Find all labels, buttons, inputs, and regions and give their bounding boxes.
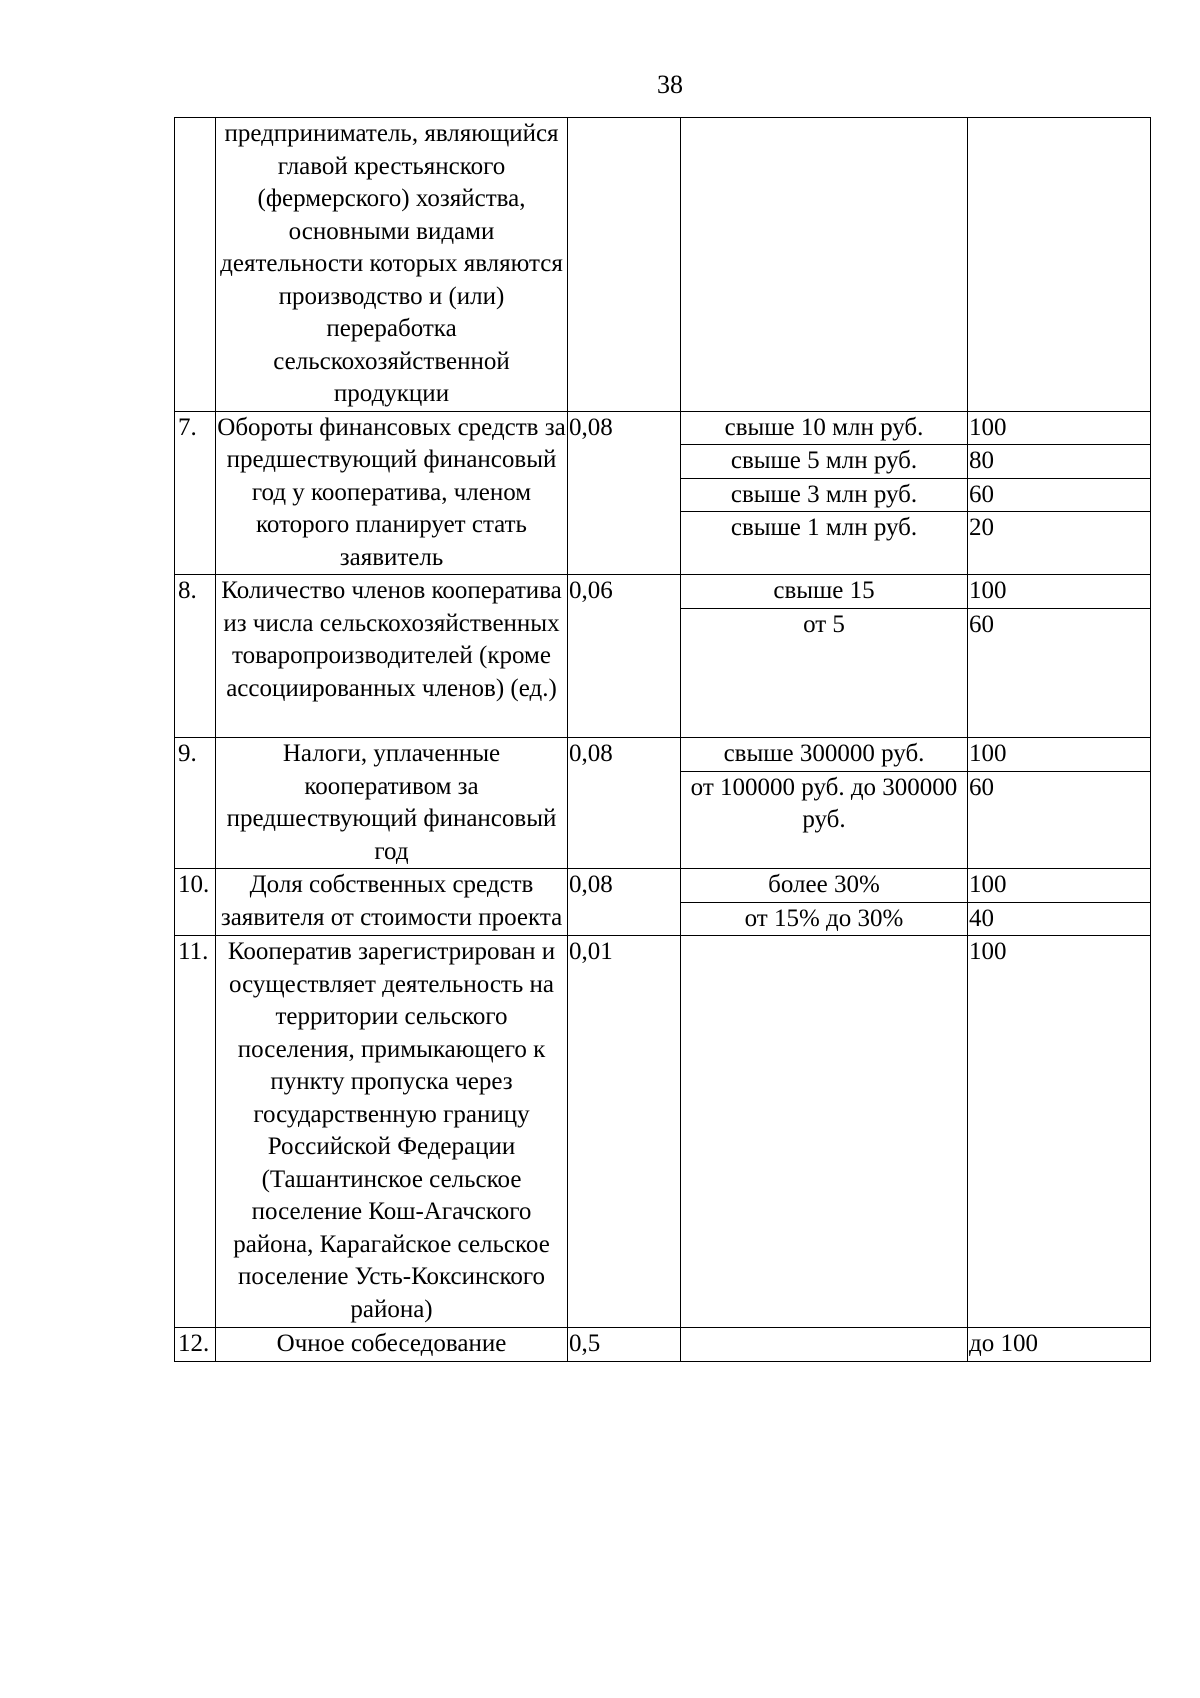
row-number: 12. [175, 1328, 216, 1362]
table-row [175, 869, 1151, 936]
row-number: 9. [175, 738, 216, 869]
option-score: 100 [968, 412, 1150, 446]
criterion-weight: 0,08 [568, 738, 681, 869]
criterion-description: Очное собеседование [216, 1328, 568, 1362]
criterion-values [681, 936, 968, 1328]
criterion-values [681, 869, 968, 936]
row-number: 8. [175, 575, 216, 738]
criterion-scores [968, 738, 1151, 869]
criterion-description: Доля собственных средств заявителя от стоимости проекта [216, 869, 568, 936]
criterion-scores [968, 936, 1151, 1328]
table-row [175, 1328, 1151, 1362]
criterion-description: Кооператив зарегистрирован и осуществляет деятельность на территории сельского поселения, примыкающего к пункту пропуска через государственную границу Российской Федерации (Ташантинское сельское поселение Кош-Агачского района, Карагайское сельское поселение Усть-Коксинского района) [216, 936, 568, 1328]
option-value: от 5 [803, 610, 845, 638]
criterion-scores [968, 575, 1151, 738]
criterion-scores [968, 869, 1151, 936]
criterion-description: Налоги, уплаченные кооперативом за предшествующий финансовый год [216, 738, 568, 869]
criterion-weight: 0,01 [568, 936, 681, 1328]
row-number: 11. [175, 936, 216, 1328]
criterion-values [681, 738, 968, 869]
criterion-score: до 100 [969, 1330, 1038, 1357]
criterion-weight: 0,08 [568, 869, 681, 936]
option-value: свыше 3 млн руб. [681, 479, 967, 513]
option-value: свыше 5 млн руб. [681, 445, 967, 479]
option-score: 60 [968, 479, 1150, 513]
criterion-weight: 0,06 [568, 575, 681, 738]
table-row [175, 575, 1151, 738]
option-score: 80 [968, 445, 1150, 479]
criterion-weight: 0,5 [568, 1328, 681, 1362]
criterion-description: предприниматель, являющийся главой крестьянского (фермерского) хозяйства, основными видами деятельности которых являются производство и (или) переработка сельскохозяйственной продукции [216, 118, 568, 412]
criterion-values [681, 1328, 968, 1362]
criterion-description: Обороты финансовых средств за предшествующий финансовый год у кооператива, членом которого планирует стать заявитель [216, 411, 568, 575]
table-row [175, 118, 1151, 412]
option-value: от 100000 руб. до 300000 руб. [690, 773, 958, 833]
table-row [175, 738, 1151, 869]
option-value: свыше 10 млн руб. [681, 412, 967, 446]
option-value: свыше 15 [681, 575, 967, 609]
page-number: 38 [657, 70, 683, 99]
option-value: более 30% [681, 869, 967, 903]
criteria-table [174, 117, 1151, 1362]
criterion-values [681, 575, 968, 738]
criterion-weight: 0,08 [568, 411, 681, 575]
criterion-scores [968, 118, 1151, 412]
option-value: от 15% до 30% [744, 904, 904, 932]
row-number: 7. [175, 411, 216, 575]
row-number [175, 118, 216, 412]
option-value: свыше 1 млн руб. [730, 514, 918, 541]
criterion-description: Количество членов кооператива из числа сельскохозяйственных товаропроизводителей (кроме ассоциированных членов) (ед.) [216, 575, 568, 738]
criterion-scores [968, 411, 1151, 575]
option-value: свыше 300000 руб. [681, 738, 967, 772]
option-score: 20 [969, 514, 994, 541]
option-score: 40 [969, 904, 994, 932]
criterion-values [681, 411, 968, 575]
option-score: 60 [969, 610, 994, 638]
option-score: 100 [968, 869, 1150, 903]
criterion-weight [568, 118, 681, 412]
option-score: 100 [968, 575, 1150, 609]
row-number: 10. [175, 869, 216, 936]
table-row [175, 411, 1151, 575]
option-score: 100 [968, 738, 1150, 772]
criterion-score: 100 [969, 938, 1007, 965]
table-row [175, 936, 1151, 1328]
option-score: 60 [969, 773, 994, 801]
criterion-scores [968, 1328, 1151, 1362]
criterion-values [681, 118, 968, 412]
